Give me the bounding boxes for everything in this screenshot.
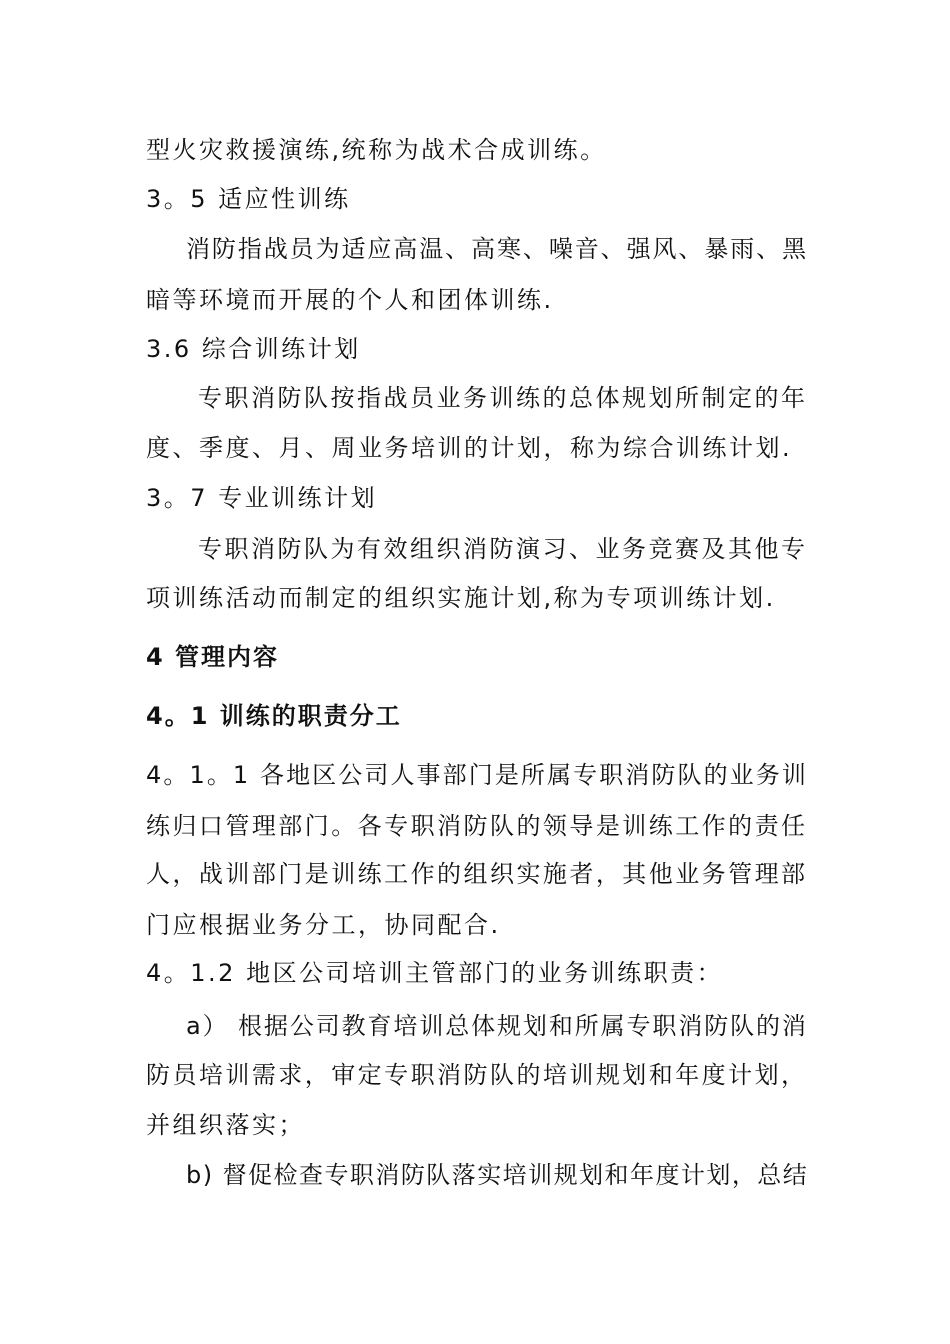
paragraph-line: 门应根据业务分工，协同配合.	[146, 911, 501, 939]
chapter-heading-4: 4 管理内容	[146, 643, 280, 671]
section-heading-3-7: 3。7 专业训练计划	[146, 484, 378, 512]
paragraph-line: 暗等环境而开展的个人和团体训练.	[146, 286, 554, 314]
paragraph-line: 并组织落实；	[146, 1111, 305, 1139]
section-heading-3-5: 3。5 适应性训练	[146, 185, 351, 213]
paragraph-line: 专职消防队为有效组织消防演习、业务竞赛及其他专	[198, 535, 808, 563]
list-item-b: b) 督促检查专职消防队落实培训规划和年度计划，总结	[186, 1161, 809, 1189]
paragraph-line: 4。1.2 地区公司培训主管部门的业务训练职责：	[146, 959, 724, 987]
paragraph-line: 消防指战员为适应高温、高寒、噪音、强风、暴雨、黑	[186, 235, 808, 263]
section-heading-3-6: 3.6 综合训练计划	[146, 335, 361, 363]
paragraph-line: 项训练活动而制定的组织实施计划,称为专项训练计划.	[146, 584, 776, 612]
paragraph-line: 人，战训部门是训练工作的组织实施者，其他业务管理部	[146, 860, 808, 888]
paragraph-line: 度、季度、月、周业务培训的计划，称为综合训练计划.	[146, 434, 793, 462]
paragraph-line: 防员培训需求，审定专职消防队的培训规划和年度计划，	[146, 1061, 808, 1089]
paragraph-line: 专职消防队按指战员业务训练的总体规划所制定的年	[198, 384, 808, 412]
list-item-a: a） 根据公司教育培训总体规划和所属专职消防队的消	[186, 1012, 808, 1040]
paragraph-line: 4。1。1 各地区公司人事部门是所属专职消防队的业务训	[146, 761, 808, 789]
paragraph-line: 型火灾救援演练,统称为战术合成训练。	[146, 136, 607, 164]
section-heading-4-1: 4。1 训练的职责分工	[146, 702, 402, 730]
paragraph-line: 练归口管理部门。各专职消防队的领导是训练工作的责任	[146, 812, 808, 840]
